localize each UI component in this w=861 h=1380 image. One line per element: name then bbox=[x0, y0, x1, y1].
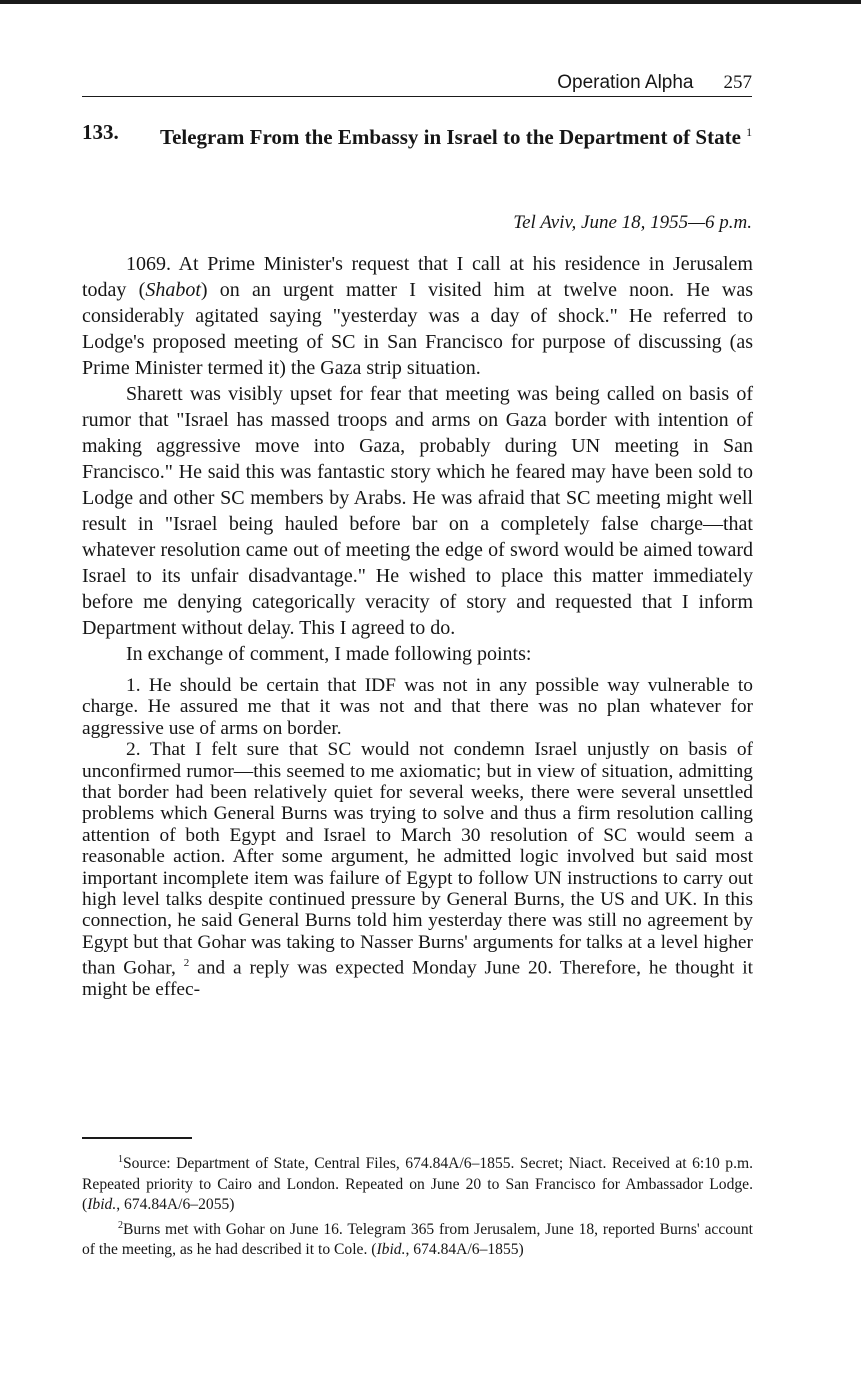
footnote-ref-1[interactable]: 1 bbox=[746, 125, 753, 139]
point-1: 1. He should be certain that IDF was not in any possible way vulnerable to charge. He assured me that it was not and that there was no plan whatever for aggressive use of arms on border. bbox=[82, 675, 753, 739]
document-body bbox=[82, 251, 753, 1001]
document-title-text: Telegram From the Embassy in Israel to the Department of State bbox=[160, 125, 741, 149]
footnotes bbox=[82, 1150, 753, 1261]
page-top-border bbox=[0, 0, 861, 4]
document-title bbox=[160, 119, 760, 151]
page-number: 257 bbox=[723, 72, 752, 93]
paragraph-1: 1069. At Prime Minister's request that I call at his residence in Jerusalem today (Shabot) on an urgent matter I visited him at twelve noon. He was considerably agitated saying "yesterday was a day of shock." He referred to Lodge's proposed meeting of SC in San Francisco for purpose of discussing (as Prime Minister termed it) the Gaza strip situation. bbox=[82, 253, 754, 379]
dateline: Tel Aviv, June 18, 1955—6 p.m. bbox=[513, 212, 752, 233]
running-title: Operation Alpha bbox=[557, 72, 694, 93]
paragraph-3: In exchange of comment, I made following points: bbox=[126, 643, 532, 665]
paragraph-2: Sharett was visibly upset for fear that meeting was being called on basis of rumor that "Israel has massed troops and arms on Gaza border with intention of making aggressive move into Gaza, probably during UN meeting in San Francisco." He said this was fantastic story which he feared may have been sold to Lodge and other SC members by Arabs. He was afraid that SC meeting might well result in "Israel being hauled before bar on a completely false charge—that whatever resolution came out of meeting the edge of sword would be aimed toward Israel to its unfair disadvantage." He wished to place this matter immediately before me denying categorically veracity of story and requested that I inform Department without delay. This I agreed to do. bbox=[82, 383, 753, 639]
footnote-1: $^1$Source: Department of State, Central Files, 674.84A/6–1855. Secret; Niact. Received at 6:10 p.m. Repeated priority to Cairo and London. Repeated on June 20 to San Francisco for Ambassador Lodge. (Ibid., 674.84A/6–2055) bbox=[82, 1154, 753, 1214]
shabot-italic: Shabot bbox=[145, 279, 201, 301]
document-number: 133. bbox=[82, 120, 119, 144]
point-2: 2. That I felt sure that SC would not condemn Israel unjustly on basis of unconfirmed rumor—this seemed to me axiomatic; but in view of situation, admitting that border had been relatively quiet for several weeks, there were several unsettled problems which General Burns was trying to solve and thus a firm resolution calling attention of both Egypt and Israel to March 30 resolution of SC would seem a reasonable action. After some argument, he admitted logic involved but said most important incomplete item was failure of Egypt to follow UN instructions to carry out high level talks despite continued pressure by General Burns, the US and UK. In this connection, he said General Burns told him yesterday there was still no agreement by Egypt but that Gohar was taking to Nasser Burns' arguments for talks at a level higher than Gohar, $^2$ and a reply was expected Monday June 20. Therefore, he thought it might be effec- bbox=[82, 739, 753, 1001]
running-header bbox=[82, 72, 752, 97]
footnote-2: $^2$Burns met with Gohar on June 16. Telegram 365 from Jerusalem, June 18, reported Burns' account of the meeting, as he had described it to Cole. (Ibid., 674.84A/6–1855) bbox=[82, 1219, 753, 1259]
footnote-ref-2[interactable]: 2 bbox=[183, 957, 190, 970]
footnote-divider bbox=[82, 1137, 192, 1139]
